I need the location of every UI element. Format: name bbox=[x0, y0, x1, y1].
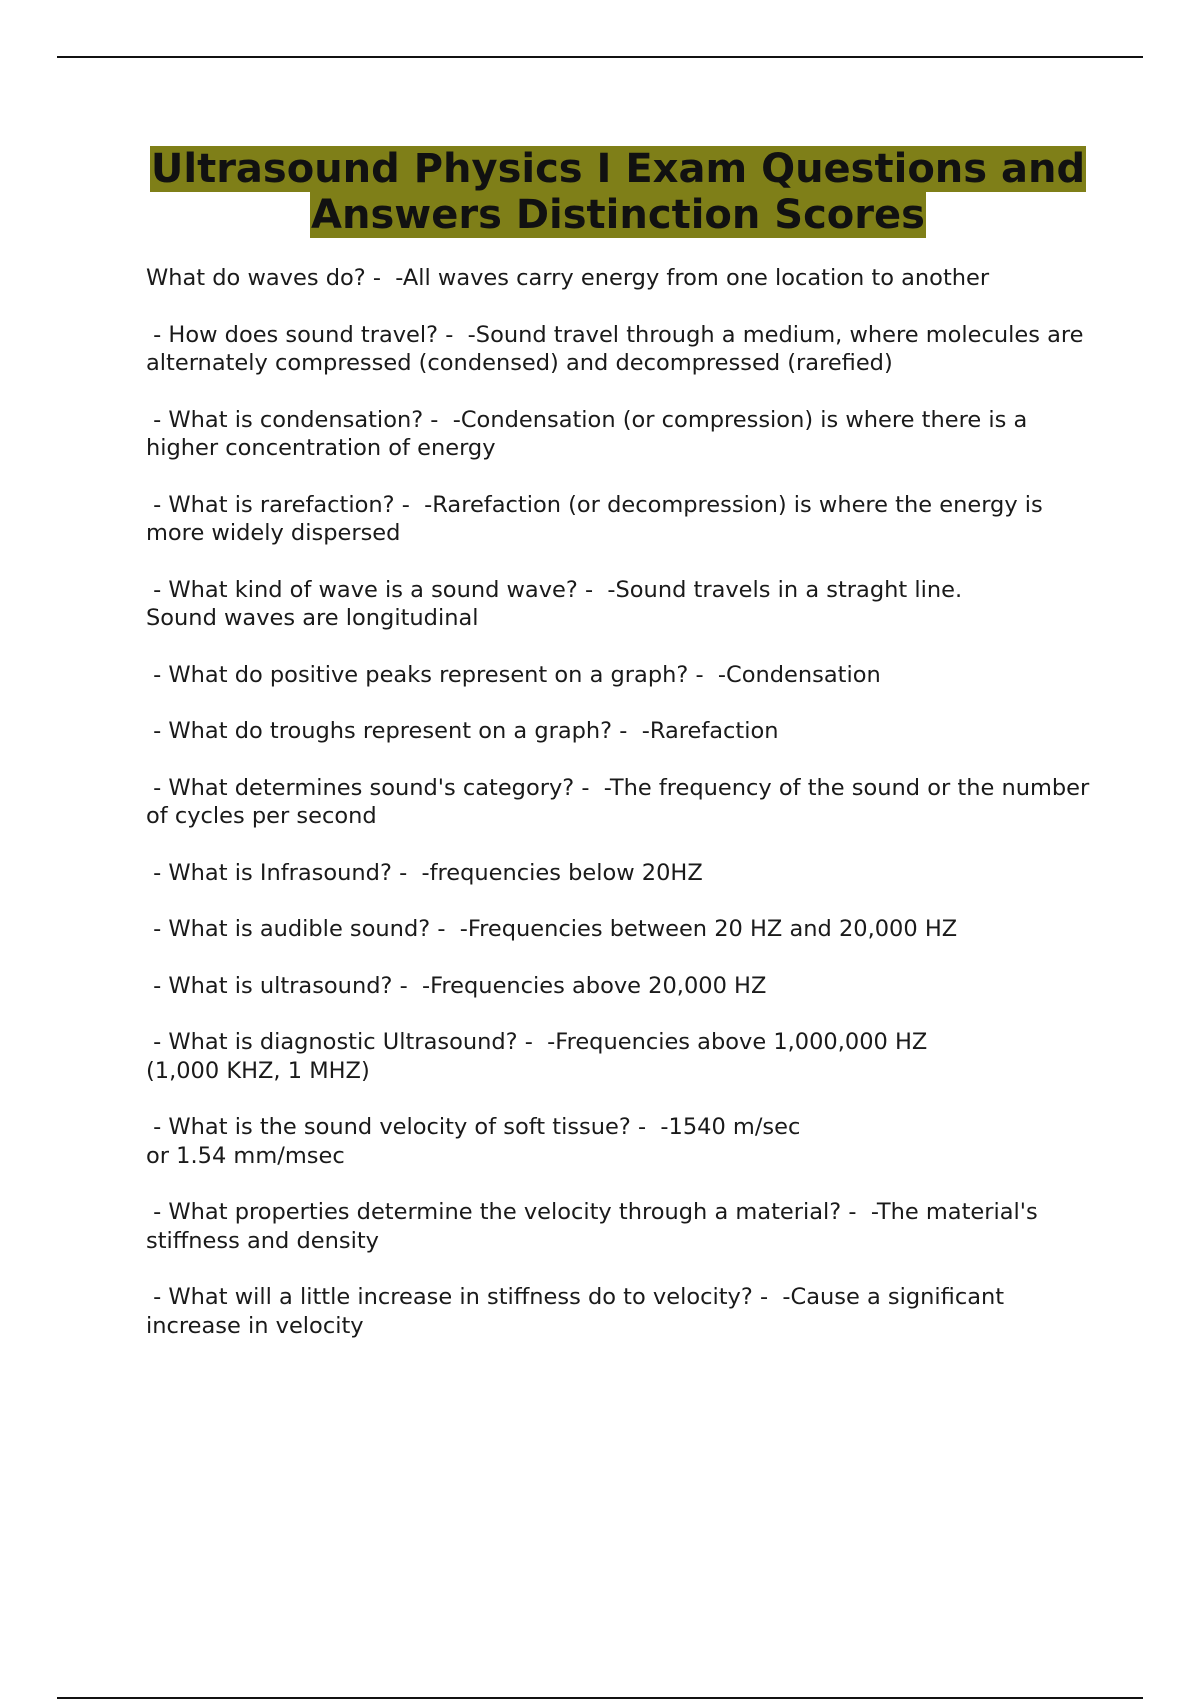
qa-item: - What will a little increase in stiffness do to velocity? - -Cause a significant increase in velocity bbox=[146, 1284, 1012, 1339]
document-title bbox=[146, 146, 1090, 238]
qa-item: - What is ultrasound? - -Frequencies above 20,000 HZ bbox=[146, 972, 767, 999]
qa-item: - How does sound travel? - -Sound travel through a medium, where molecules are alternately compressed (condensed) and decompressed (rarefied) bbox=[146, 321, 1091, 376]
qa-item: - What do positive peaks represent on a graph? - -Condensation bbox=[146, 661, 881, 688]
qa-item: - What is rarefaction? - -Rarefaction (or decompression) is where the energy is more widely dispersed bbox=[146, 491, 1050, 546]
top-rule bbox=[57, 56, 1143, 58]
qa-item: - What is the sound velocity of soft tissue? - -1540 m/sec or 1.54 mm/msec bbox=[146, 1114, 801, 1169]
title-line-1: Ultrasound Physics I Exam Questions and bbox=[150, 146, 1086, 192]
qa-item: What do waves do? - -All waves carry energy from one location to another bbox=[146, 265, 990, 291]
qa-item: - What is diagnostic Ultrasound? - -Frequencies above 1,000,000 HZ (1,000 KHZ, 1 MHZ) bbox=[146, 1029, 928, 1084]
document-page bbox=[146, 146, 1097, 1368]
bottom-rule bbox=[57, 1697, 1143, 1699]
title-line-2: Answers Distinction Scores bbox=[311, 192, 925, 238]
qa-item: - What determines sound's category? - -The frequency of the sound or the number of cycles per second bbox=[146, 774, 1097, 829]
qa-item: - What is Infrasound? - -frequencies below 20HZ bbox=[146, 859, 703, 886]
qa-item: - What properties determine the velocity through a material? - -The material's stiffness and density bbox=[146, 1199, 1045, 1254]
qa-item: - What kind of wave is a sound wave? - -Sound travels in a straght line. Sound waves are longitudinal bbox=[146, 576, 963, 631]
qa-item: - What is audible sound? - -Frequencies between 20 HZ and 20,000 HZ bbox=[146, 916, 958, 942]
qa-item: - What do troughs represent on a graph? - -Rarefaction bbox=[146, 718, 779, 744]
qa-item: - What is condensation? - -Condensation (or compression) is where there is a higher concentration of energy bbox=[146, 406, 1035, 461]
qa-list bbox=[146, 264, 1097, 1340]
